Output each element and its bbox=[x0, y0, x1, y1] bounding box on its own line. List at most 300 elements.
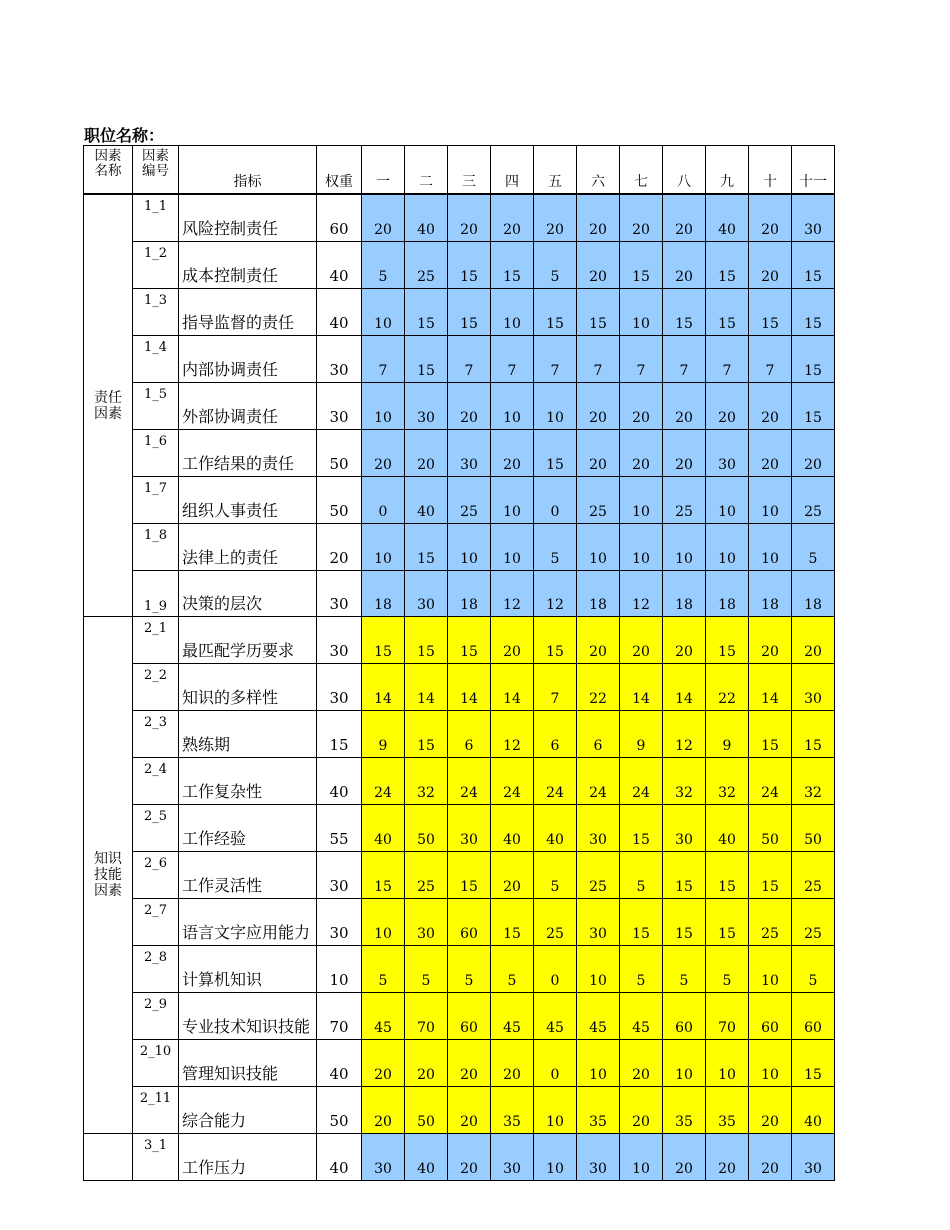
factor-code: 2_6 bbox=[133, 852, 179, 899]
score-cell-11[interactable]: 5 bbox=[792, 946, 835, 993]
score-cell-3[interactable]: 15 bbox=[448, 289, 491, 336]
score-cell-5[interactable]: 10 bbox=[534, 1134, 577, 1181]
score-cell-1[interactable]: 40 bbox=[362, 805, 405, 852]
score-cell-9[interactable]: 9 bbox=[706, 711, 749, 758]
score-cell-7[interactable]: 14 bbox=[620, 664, 663, 711]
score-cell-11[interactable]: 15 bbox=[792, 711, 835, 758]
score-cell-8[interactable]: 12 bbox=[663, 711, 706, 758]
score-cell-9[interactable]: 15 bbox=[706, 852, 749, 899]
table-row bbox=[84, 946, 835, 993]
score-cell-8[interactable]: 14 bbox=[663, 664, 706, 711]
score-cell-6[interactable]: 7 bbox=[577, 336, 620, 383]
table-row bbox=[84, 617, 835, 664]
score-cell-9[interactable]: 30 bbox=[706, 430, 749, 477]
score-cell-5[interactable]: 25 bbox=[534, 899, 577, 946]
score-cell-10[interactable]: 20 bbox=[749, 1134, 792, 1181]
score-cell-10[interactable]: 20 bbox=[749, 430, 792, 477]
score-cell-5[interactable]: 7 bbox=[534, 664, 577, 711]
score-cell-1[interactable]: 24 bbox=[362, 758, 405, 805]
score-cell-7[interactable]: 45 bbox=[620, 993, 663, 1040]
score-cell-11[interactable]: 20 bbox=[792, 617, 835, 664]
score-cell-4[interactable]: 12 bbox=[491, 571, 534, 617]
score-cell-3[interactable]: 60 bbox=[448, 899, 491, 946]
score-cell-4[interactable]: 45 bbox=[491, 993, 534, 1040]
score-cell-11[interactable]: 60 bbox=[792, 993, 835, 1040]
score-cell-1[interactable]: 18 bbox=[362, 571, 405, 617]
weight-value: 50 bbox=[317, 430, 362, 477]
score-cell-8[interactable]: 25 bbox=[663, 477, 706, 524]
score-cell-6[interactable]: 30 bbox=[577, 899, 620, 946]
score-cell-3[interactable]: 20 bbox=[448, 194, 491, 242]
score-cell-3[interactable]: 24 bbox=[448, 758, 491, 805]
score-cell-6[interactable]: 20 bbox=[577, 242, 620, 289]
score-cell-4[interactable]: 20 bbox=[491, 852, 534, 899]
score-cell-7[interactable]: 10 bbox=[620, 1134, 663, 1181]
score-cell-1[interactable]: 20 bbox=[362, 1087, 405, 1134]
score-cell-11[interactable]: 30 bbox=[792, 1134, 835, 1181]
score-cell-1[interactable]: 9 bbox=[362, 711, 405, 758]
score-cell-5[interactable]: 10 bbox=[534, 383, 577, 430]
score-cell-9[interactable]: 40 bbox=[706, 194, 749, 242]
header-col-7: 七 bbox=[620, 146, 663, 195]
score-cell-11[interactable]: 5 bbox=[792, 524, 835, 571]
score-cell-4[interactable]: 5 bbox=[491, 946, 534, 993]
score-cell-11[interactable]: 20 bbox=[792, 430, 835, 477]
score-cell-7[interactable]: 7 bbox=[620, 336, 663, 383]
score-cell-2[interactable]: 40 bbox=[405, 1134, 448, 1181]
score-cell-5[interactable]: 5 bbox=[534, 852, 577, 899]
score-cell-1[interactable]: 15 bbox=[362, 852, 405, 899]
score-cell-9[interactable]: 7 bbox=[706, 336, 749, 383]
factor-code: 2_8 bbox=[133, 946, 179, 993]
factor-code: 2_11 bbox=[133, 1087, 179, 1134]
score-cell-5[interactable]: 40 bbox=[534, 805, 577, 852]
score-cell-7[interactable]: 20 bbox=[620, 617, 663, 664]
header-col-4: 四 bbox=[491, 146, 534, 195]
score-cell-1[interactable]: 15 bbox=[362, 617, 405, 664]
score-cell-7[interactable]: 12 bbox=[620, 571, 663, 617]
score-cell-5[interactable]: 5 bbox=[534, 242, 577, 289]
score-cell-9[interactable]: 10 bbox=[706, 477, 749, 524]
score-cell-2[interactable]: 25 bbox=[405, 242, 448, 289]
score-cell-9[interactable]: 22 bbox=[706, 664, 749, 711]
score-cell-10[interactable]: 20 bbox=[749, 617, 792, 664]
score-cell-2[interactable]: 15 bbox=[405, 524, 448, 571]
score-cell-9[interactable]: 15 bbox=[706, 242, 749, 289]
score-cell-8[interactable]: 7 bbox=[663, 336, 706, 383]
score-cell-10[interactable]: 10 bbox=[749, 524, 792, 571]
score-cell-8[interactable]: 5 bbox=[663, 946, 706, 993]
factor-code: 2_4 bbox=[133, 758, 179, 805]
table-row bbox=[84, 664, 835, 711]
score-cell-11[interactable]: 50 bbox=[792, 805, 835, 852]
score-cell-5[interactable]: 24 bbox=[534, 758, 577, 805]
score-cell-6[interactable]: 20 bbox=[577, 383, 620, 430]
score-cell-5[interactable]: 15 bbox=[534, 617, 577, 664]
score-cell-4[interactable]: 35 bbox=[491, 1087, 534, 1134]
score-cell-6[interactable]: 30 bbox=[577, 805, 620, 852]
score-cell-6[interactable]: 15 bbox=[577, 289, 620, 336]
score-cell-8[interactable]: 60 bbox=[663, 993, 706, 1040]
header-col-2: 二 bbox=[405, 146, 448, 195]
weight-value: 15 bbox=[317, 711, 362, 758]
score-cell-6[interactable]: 10 bbox=[577, 524, 620, 571]
score-cell-8[interactable]: 10 bbox=[663, 1040, 706, 1087]
weight-value: 30 bbox=[317, 664, 362, 711]
score-cell-8[interactable]: 20 bbox=[663, 617, 706, 664]
weight-value: 10 bbox=[317, 946, 362, 993]
factor-code: 2_1 bbox=[133, 617, 179, 664]
score-cell-11[interactable]: 25 bbox=[792, 852, 835, 899]
score-cell-7[interactable]: 10 bbox=[620, 477, 663, 524]
indicator-name: 决策的层次 bbox=[179, 571, 317, 617]
score-cell-10[interactable]: 10 bbox=[749, 1040, 792, 1087]
score-cell-7[interactable]: 20 bbox=[620, 383, 663, 430]
score-cell-10[interactable]: 15 bbox=[749, 289, 792, 336]
factor-code: 1_5 bbox=[133, 383, 179, 430]
score-cell-1[interactable]: 10 bbox=[362, 899, 405, 946]
score-cell-6[interactable]: 18 bbox=[577, 571, 620, 617]
score-cell-5[interactable]: 0 bbox=[534, 1040, 577, 1087]
factor-code: 1_6 bbox=[133, 430, 179, 477]
weight-value: 55 bbox=[317, 805, 362, 852]
score-cell-11[interactable]: 18 bbox=[792, 571, 835, 617]
indicator-name: 最匹配学历要求 bbox=[179, 617, 317, 664]
factor-code: 3_1 bbox=[133, 1134, 179, 1181]
indicator-name: 工作压力 bbox=[179, 1134, 317, 1181]
score-cell-1[interactable]: 0 bbox=[362, 477, 405, 524]
factor-code: 2_3 bbox=[133, 711, 179, 758]
weight-value: 30 bbox=[317, 899, 362, 946]
score-cell-7[interactable]: 24 bbox=[620, 758, 663, 805]
weight-value: 30 bbox=[317, 383, 362, 430]
score-cell-8[interactable]: 30 bbox=[663, 805, 706, 852]
score-cell-5[interactable]: 15 bbox=[534, 289, 577, 336]
indicator-name: 法律上的责任 bbox=[179, 524, 317, 571]
score-cell-9[interactable]: 10 bbox=[706, 1040, 749, 1087]
score-cell-10[interactable]: 7 bbox=[749, 336, 792, 383]
score-cell-7[interactable]: 20 bbox=[620, 430, 663, 477]
header-col-3: 三 bbox=[448, 146, 491, 195]
score-cell-9[interactable]: 70 bbox=[706, 993, 749, 1040]
score-cell-3[interactable]: 10 bbox=[448, 524, 491, 571]
score-cell-5[interactable]: 7 bbox=[534, 336, 577, 383]
table-row bbox=[84, 524, 835, 571]
score-cell-4[interactable]: 15 bbox=[491, 242, 534, 289]
score-cell-4[interactable]: 10 bbox=[491, 524, 534, 571]
score-cell-1[interactable]: 30 bbox=[362, 1134, 405, 1181]
score-cell-10[interactable]: 10 bbox=[749, 946, 792, 993]
table-row bbox=[84, 711, 835, 758]
score-cell-5[interactable]: 20 bbox=[534, 194, 577, 242]
score-cell-4[interactable]: 10 bbox=[491, 383, 534, 430]
score-cell-2[interactable]: 70 bbox=[405, 993, 448, 1040]
score-cell-9[interactable]: 35 bbox=[706, 1087, 749, 1134]
score-cell-10[interactable]: 20 bbox=[749, 194, 792, 242]
factor-code: 2_9 bbox=[133, 993, 179, 1040]
score-cell-8[interactable]: 18 bbox=[663, 571, 706, 617]
weight-value: 50 bbox=[317, 477, 362, 524]
table-row bbox=[84, 805, 835, 852]
score-cell-10[interactable]: 20 bbox=[749, 242, 792, 289]
factor-code: 1_4 bbox=[133, 336, 179, 383]
header-col-10: 十 bbox=[749, 146, 792, 195]
score-cell-7[interactable]: 20 bbox=[620, 194, 663, 242]
weight-value: 40 bbox=[317, 289, 362, 336]
score-cell-8[interactable]: 20 bbox=[663, 383, 706, 430]
score-cell-3[interactable]: 30 bbox=[448, 430, 491, 477]
score-cell-3[interactable]: 20 bbox=[448, 1134, 491, 1181]
score-cell-9[interactable]: 20 bbox=[706, 1134, 749, 1181]
score-cell-7[interactable]: 20 bbox=[620, 1040, 663, 1087]
indicator-name: 组织人事责任 bbox=[179, 477, 317, 524]
score-cell-11[interactable]: 30 bbox=[792, 664, 835, 711]
score-cell-7[interactable]: 5 bbox=[620, 946, 663, 993]
score-cell-6[interactable]: 22 bbox=[577, 664, 620, 711]
score-cell-5[interactable]: 12 bbox=[534, 571, 577, 617]
score-cell-9[interactable]: 15 bbox=[706, 289, 749, 336]
factor-code: 2_7 bbox=[133, 899, 179, 946]
score-cell-2[interactable]: 14 bbox=[405, 664, 448, 711]
weight-value: 40 bbox=[317, 758, 362, 805]
score-cell-9[interactable]: 5 bbox=[706, 946, 749, 993]
score-cell-5[interactable]: 10 bbox=[534, 1087, 577, 1134]
score-cell-6[interactable]: 10 bbox=[577, 946, 620, 993]
score-cell-2[interactable]: 32 bbox=[405, 758, 448, 805]
score-cell-1[interactable]: 20 bbox=[362, 430, 405, 477]
score-cell-10[interactable]: 25 bbox=[749, 899, 792, 946]
score-cell-4[interactable]: 20 bbox=[491, 617, 534, 664]
table-row bbox=[84, 993, 835, 1040]
score-cell-1[interactable]: 7 bbox=[362, 336, 405, 383]
score-cell-1[interactable]: 5 bbox=[362, 946, 405, 993]
score-cell-2[interactable]: 30 bbox=[405, 571, 448, 617]
score-cell-11[interactable]: 32 bbox=[792, 758, 835, 805]
score-cell-8[interactable]: 20 bbox=[663, 242, 706, 289]
score-cell-10[interactable]: 14 bbox=[749, 664, 792, 711]
score-cell-2[interactable]: 5 bbox=[405, 946, 448, 993]
score-cell-1[interactable]: 14 bbox=[362, 664, 405, 711]
score-cell-7[interactable]: 10 bbox=[620, 524, 663, 571]
score-cell-6[interactable]: 25 bbox=[577, 477, 620, 524]
score-cell-10[interactable]: 20 bbox=[749, 1087, 792, 1134]
score-cell-3[interactable]: 14 bbox=[448, 664, 491, 711]
score-cell-5[interactable]: 5 bbox=[534, 524, 577, 571]
score-cell-6[interactable]: 6 bbox=[577, 711, 620, 758]
score-cell-3[interactable]: 20 bbox=[448, 383, 491, 430]
score-cell-4[interactable]: 24 bbox=[491, 758, 534, 805]
table-row bbox=[84, 1040, 835, 1087]
score-cell-5[interactable]: 15 bbox=[534, 430, 577, 477]
score-cell-1[interactable]: 10 bbox=[362, 524, 405, 571]
score-cell-11[interactable]: 30 bbox=[792, 194, 835, 242]
score-cell-2[interactable]: 15 bbox=[405, 617, 448, 664]
header-indicator: 指标 bbox=[179, 146, 317, 195]
score-cell-6[interactable]: 24 bbox=[577, 758, 620, 805]
table-row bbox=[84, 477, 835, 524]
score-cell-10[interactable]: 18 bbox=[749, 571, 792, 617]
score-cell-9[interactable]: 10 bbox=[706, 524, 749, 571]
score-cell-11[interactable]: 25 bbox=[792, 899, 835, 946]
score-cell-11[interactable]: 25 bbox=[792, 477, 835, 524]
score-cell-3[interactable]: 20 bbox=[448, 1040, 491, 1087]
factor-code: 2_10 bbox=[133, 1040, 179, 1087]
weight-value: 30 bbox=[317, 852, 362, 899]
score-cell-7[interactable]: 20 bbox=[620, 1087, 663, 1134]
indicator-name: 指导监督的责任 bbox=[179, 289, 317, 336]
score-cell-10[interactable]: 60 bbox=[749, 993, 792, 1040]
weight-value: 30 bbox=[317, 571, 362, 617]
score-cell-1[interactable]: 20 bbox=[362, 1040, 405, 1087]
score-cell-5[interactable]: 0 bbox=[534, 477, 577, 524]
score-cell-10[interactable]: 20 bbox=[749, 383, 792, 430]
score-cell-7[interactable]: 15 bbox=[620, 805, 663, 852]
header-factor-name-text: 因素 名称 bbox=[94, 148, 122, 179]
score-cell-3[interactable]: 15 bbox=[448, 242, 491, 289]
header-col-9: 九 bbox=[706, 146, 749, 195]
weight-value: 30 bbox=[317, 336, 362, 383]
score-cell-1[interactable]: 5 bbox=[362, 242, 405, 289]
score-cell-2[interactable]: 30 bbox=[405, 899, 448, 946]
score-cell-8[interactable]: 20 bbox=[663, 194, 706, 242]
score-cell-2[interactable]: 15 bbox=[405, 336, 448, 383]
score-cell-2[interactable]: 50 bbox=[405, 805, 448, 852]
score-cell-6[interactable]: 20 bbox=[577, 430, 620, 477]
score-cell-4[interactable]: 20 bbox=[491, 430, 534, 477]
score-cell-10[interactable]: 15 bbox=[749, 852, 792, 899]
score-cell-8[interactable]: 15 bbox=[663, 852, 706, 899]
score-cell-4[interactable]: 15 bbox=[491, 899, 534, 946]
indicator-name: 熟练期 bbox=[179, 711, 317, 758]
score-cell-3[interactable]: 30 bbox=[448, 805, 491, 852]
score-cell-11[interactable]: 15 bbox=[792, 1040, 835, 1087]
score-cell-7[interactable]: 10 bbox=[620, 289, 663, 336]
score-cell-5[interactable]: 6 bbox=[534, 711, 577, 758]
score-cell-10[interactable]: 10 bbox=[749, 477, 792, 524]
score-cell-9[interactable]: 20 bbox=[706, 383, 749, 430]
score-cell-2[interactable]: 40 bbox=[405, 194, 448, 242]
table-row bbox=[84, 1134, 835, 1181]
score-cell-11[interactable]: 15 bbox=[792, 336, 835, 383]
score-cell-8[interactable]: 35 bbox=[663, 1087, 706, 1134]
score-cell-9[interactable]: 18 bbox=[706, 571, 749, 617]
score-cell-7[interactable]: 9 bbox=[620, 711, 663, 758]
header-factor-name bbox=[84, 146, 133, 195]
score-cell-1[interactable]: 10 bbox=[362, 289, 405, 336]
table-row bbox=[84, 852, 835, 899]
score-cell-7[interactable]: 5 bbox=[620, 852, 663, 899]
score-cell-6[interactable]: 20 bbox=[577, 617, 620, 664]
score-cell-9[interactable]: 40 bbox=[706, 805, 749, 852]
score-cell-6[interactable]: 20 bbox=[577, 194, 620, 242]
header-col-8: 八 bbox=[663, 146, 706, 195]
score-cell-6[interactable]: 10 bbox=[577, 1040, 620, 1087]
header-col-5: 五 bbox=[534, 146, 577, 195]
indicator-name: 外部协调责任 bbox=[179, 383, 317, 430]
indicator-name: 知识的多样性 bbox=[179, 664, 317, 711]
score-cell-6[interactable]: 30 bbox=[577, 1134, 620, 1181]
score-cell-11[interactable]: 15 bbox=[792, 242, 835, 289]
score-cell-2[interactable]: 15 bbox=[405, 289, 448, 336]
header-col-6: 六 bbox=[577, 146, 620, 195]
score-cell-3[interactable]: 20 bbox=[448, 1087, 491, 1134]
score-cell-4[interactable]: 10 bbox=[491, 289, 534, 336]
score-cell-4[interactable]: 30 bbox=[491, 1134, 534, 1181]
score-cell-1[interactable]: 10 bbox=[362, 383, 405, 430]
score-cell-11[interactable]: 15 bbox=[792, 383, 835, 430]
score-cell-2[interactable]: 25 bbox=[405, 852, 448, 899]
score-cell-5[interactable]: 0 bbox=[534, 946, 577, 993]
score-cell-4[interactable]: 40 bbox=[491, 805, 534, 852]
score-cell-7[interactable]: 15 bbox=[620, 899, 663, 946]
score-cell-4[interactable]: 20 bbox=[491, 1040, 534, 1087]
indicator-name: 工作灵活性 bbox=[179, 852, 317, 899]
factor-group-name: 知识 技能 因素 bbox=[84, 617, 133, 1134]
score-cell-3[interactable]: 6 bbox=[448, 711, 491, 758]
score-cell-8[interactable]: 20 bbox=[663, 430, 706, 477]
score-cell-4[interactable]: 7 bbox=[491, 336, 534, 383]
score-cell-9[interactable]: 15 bbox=[706, 617, 749, 664]
score-cell-5[interactable]: 45 bbox=[534, 993, 577, 1040]
score-cell-9[interactable]: 32 bbox=[706, 758, 749, 805]
score-cell-2[interactable]: 50 bbox=[405, 1087, 448, 1134]
score-cell-8[interactable]: 15 bbox=[663, 289, 706, 336]
score-cell-8[interactable]: 10 bbox=[663, 524, 706, 571]
score-cell-2[interactable]: 15 bbox=[405, 711, 448, 758]
score-cell-7[interactable]: 15 bbox=[620, 242, 663, 289]
score-cell-11[interactable]: 40 bbox=[792, 1087, 835, 1134]
score-cell-3[interactable]: 18 bbox=[448, 571, 491, 617]
indicator-name: 计算机知识 bbox=[179, 946, 317, 993]
weight-value: 40 bbox=[317, 1040, 362, 1087]
score-cell-4[interactable]: 20 bbox=[491, 194, 534, 242]
score-cell-6[interactable]: 25 bbox=[577, 852, 620, 899]
score-cell-9[interactable]: 15 bbox=[706, 899, 749, 946]
score-cell-3[interactable]: 25 bbox=[448, 477, 491, 524]
score-cell-10[interactable]: 50 bbox=[749, 805, 792, 852]
score-cell-3[interactable]: 15 bbox=[448, 617, 491, 664]
score-cell-11[interactable]: 15 bbox=[792, 289, 835, 336]
score-cell-2[interactable]: 30 bbox=[405, 383, 448, 430]
score-cell-1[interactable]: 20 bbox=[362, 194, 405, 242]
score-cell-10[interactable]: 15 bbox=[749, 711, 792, 758]
indicator-name: 语言文字应用能力 bbox=[179, 899, 317, 946]
score-cell-2[interactable]: 40 bbox=[405, 477, 448, 524]
factor-score-table bbox=[83, 145, 835, 1181]
score-cell-1[interactable]: 45 bbox=[362, 993, 405, 1040]
score-cell-2[interactable]: 20 bbox=[405, 1040, 448, 1087]
table-row bbox=[84, 571, 835, 617]
score-cell-2[interactable]: 20 bbox=[405, 430, 448, 477]
score-cell-6[interactable]: 45 bbox=[577, 993, 620, 1040]
score-cell-4[interactable]: 14 bbox=[491, 664, 534, 711]
score-cell-3[interactable]: 5 bbox=[448, 946, 491, 993]
weight-value: 30 bbox=[317, 617, 362, 664]
table-row bbox=[84, 289, 835, 336]
score-cell-3[interactable]: 7 bbox=[448, 336, 491, 383]
score-cell-3[interactable]: 15 bbox=[448, 852, 491, 899]
score-cell-4[interactable]: 12 bbox=[491, 711, 534, 758]
factor-code: 1_1 bbox=[133, 194, 179, 242]
score-cell-8[interactable]: 32 bbox=[663, 758, 706, 805]
score-cell-8[interactable]: 20 bbox=[663, 1134, 706, 1181]
score-cell-6[interactable]: 35 bbox=[577, 1087, 620, 1134]
score-cell-3[interactable]: 60 bbox=[448, 993, 491, 1040]
score-cell-8[interactable]: 15 bbox=[663, 899, 706, 946]
score-cell-10[interactable]: 24 bbox=[749, 758, 792, 805]
score-cell-4[interactable]: 10 bbox=[491, 477, 534, 524]
weight-value: 40 bbox=[317, 242, 362, 289]
